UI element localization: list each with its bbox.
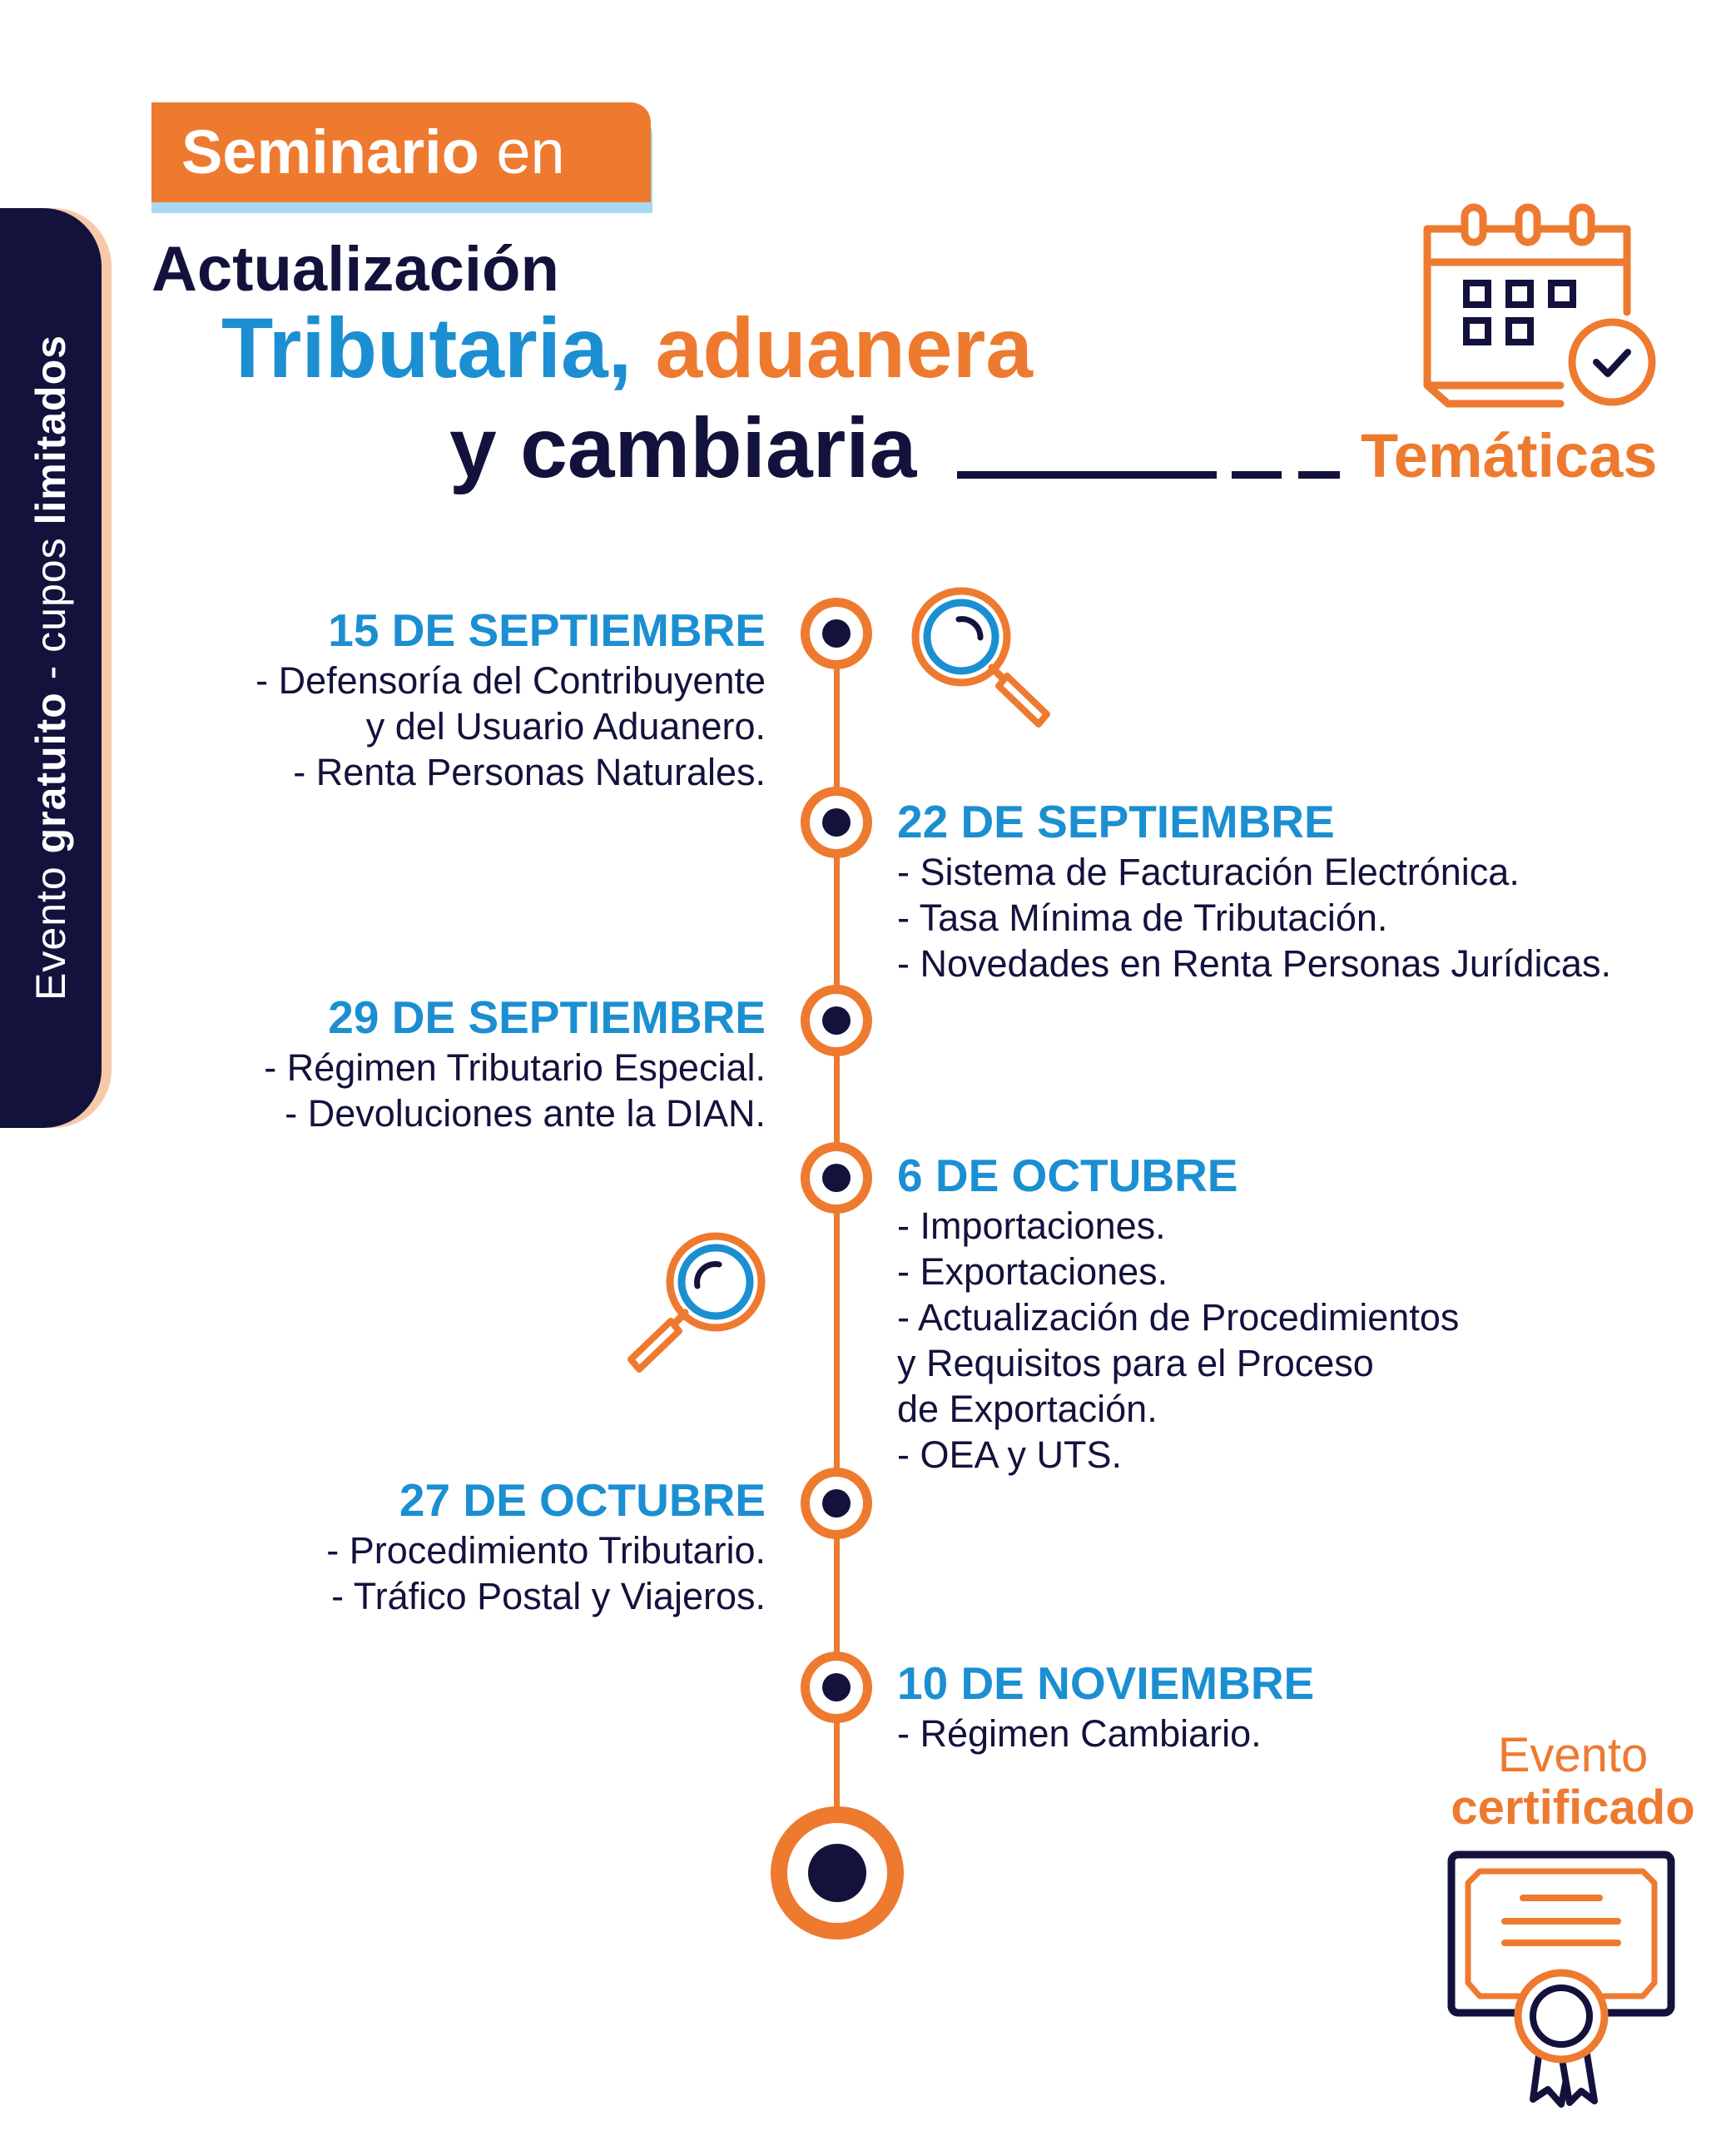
topic-item: - Sistema de Facturación Electrónica. — [897, 851, 1520, 893]
topic-item: - Renta Personas Naturales. — [293, 751, 766, 793]
timeline-items — [897, 1711, 1262, 1756]
timeline-node — [801, 787, 872, 858]
topic-item: - Régimen Cambiario. — [897, 1712, 1262, 1755]
title-line-3: y cambiaria — [449, 400, 917, 495]
divider-dash — [957, 471, 1217, 479]
timeline-date: 22 DE SEPTIEMBRE — [897, 796, 1335, 847]
timeline-items — [897, 1203, 1459, 1478]
topic-item: y del Usuario Aduanero. — [365, 705, 766, 748]
side-tab-text: Evento gratuito - cupos limitados — [27, 335, 74, 1001]
timeline-date: 27 DE OCTUBRE — [399, 1474, 766, 1526]
certificate-icon — [1446, 1850, 1676, 2116]
topic-item: y Requisitos para el Proceso — [897, 1342, 1374, 1384]
topic-item: - Novedades en Renta Personas Jurídicas. — [897, 942, 1611, 985]
timeline-date: 6 DE OCTUBRE — [897, 1150, 1238, 1201]
calendar-check-icon — [1415, 196, 1664, 412]
magnifier-icon — [899, 583, 1065, 733]
timeline-items — [326, 1527, 766, 1619]
title-blue-part: Tributaria, — [221, 301, 632, 395]
timeline-date: 10 DE NOVIEMBRE — [897, 1657, 1315, 1709]
timeline-end-node — [771, 1806, 904, 1940]
topic-item: - Tráfico Postal y Viajeros. — [331, 1575, 766, 1617]
seminar-badge: Seminario en — [151, 102, 651, 202]
topic-item: - Actualización de Procedimientos — [897, 1296, 1460, 1339]
topic-item: - Exportaciones. — [897, 1250, 1168, 1293]
timeline-items — [255, 658, 766, 795]
topic-item: de Exportación. — [897, 1388, 1158, 1430]
certificate-label-line2: certificado — [1451, 1781, 1695, 1835]
magnifier-icon — [616, 1228, 774, 1378]
timeline-node — [801, 1468, 872, 1539]
divider-dash — [1232, 471, 1282, 479]
timeline-node — [801, 598, 872, 669]
topic-item: - Tasa Mínima de Tributación. — [897, 897, 1388, 939]
timeline-items — [264, 1045, 766, 1136]
side-tab — [0, 208, 102, 1128]
topic-item: - Defensoría del Contribuyente — [255, 659, 766, 702]
certificate-label-line1: Evento — [1497, 1728, 1649, 1782]
timeline-node — [801, 985, 872, 1056]
topic-item: - Devoluciones ante la DIAN. — [285, 1092, 766, 1135]
topic-item: - Importaciones. — [897, 1205, 1166, 1247]
title-line-2 — [221, 300, 1033, 397]
title-orange-part: aduanera — [632, 301, 1033, 395]
title-line-1: Actualización — [151, 234, 559, 305]
timeline-node — [801, 1142, 872, 1214]
divider-dash — [1298, 471, 1340, 479]
topic-item: - Régimen Tributario Especial. — [264, 1046, 766, 1089]
timeline-date: 29 DE SEPTIEMBRE — [328, 991, 766, 1043]
timeline-items — [897, 849, 1611, 986]
topic-item: - Procedimiento Tributario. — [326, 1529, 766, 1572]
timeline-date: 15 DE SEPTIEMBRE — [328, 604, 766, 656]
timeline-node — [801, 1652, 872, 1723]
tematicas-label: Temáticas — [1361, 421, 1658, 490]
topic-item: - OEA y UTS. — [897, 1433, 1123, 1476]
